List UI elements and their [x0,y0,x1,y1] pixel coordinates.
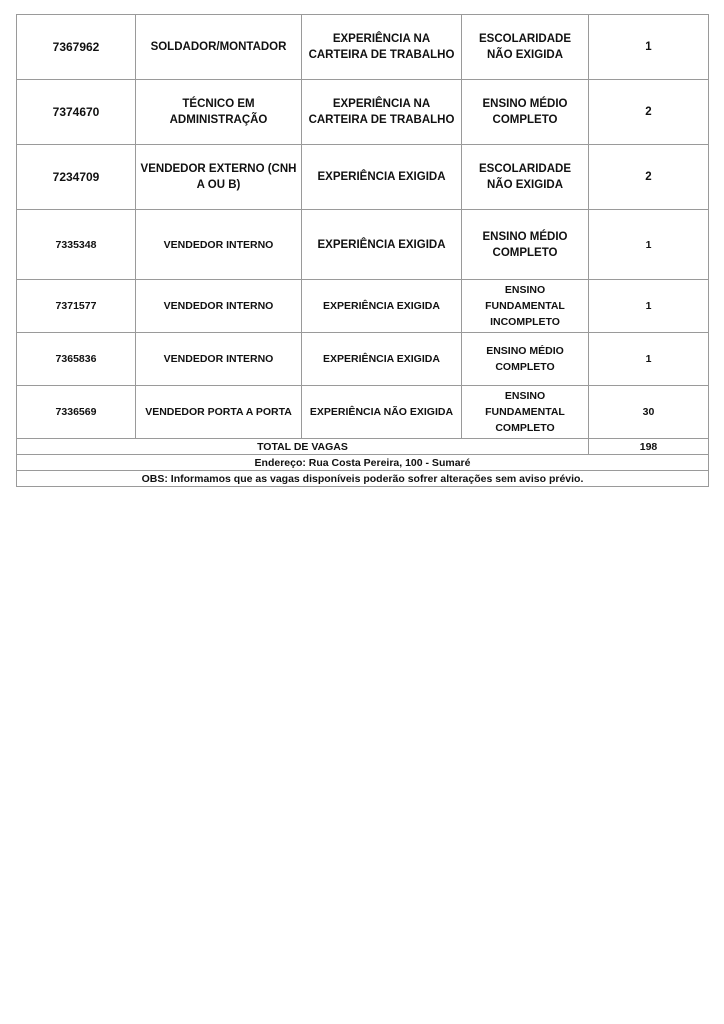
job-experience: EXPERIÊNCIA NA CARTEIRA DE TRABALHO [302,80,462,145]
job-listing-sheet [16,14,708,487]
job-education: ENSINO MÉDIO COMPLETO [462,210,589,280]
job-education: ENSINO FUNDAMENTAL COMPLETO [462,386,589,439]
job-experience: EXPERIÊNCIA EXIGIDA [302,280,462,333]
address-row [17,455,709,471]
table-row [17,145,709,210]
job-experience: EXPERIÊNCIA EXIGIDA [302,210,462,280]
table-row [17,386,709,439]
job-vacancies: 2 [589,80,709,145]
job-education: ENSINO FUNDAMENTAL INCOMPLETO [462,280,589,333]
job-vacancies: 2 [589,145,709,210]
job-code: 7367962 [17,15,136,80]
job-code: 7365836 [17,333,136,386]
job-vacancies: 30 [589,386,709,439]
job-title: SOLDADOR/MONTADOR [136,15,302,80]
disclaimer-note: OBS: Informamos que as vagas disponíveis poderão sofrer alterações sem aviso prévio. [17,471,709,487]
job-code: 7374670 [17,80,136,145]
job-title: VENDEDOR PORTA A PORTA [136,386,302,439]
job-code: 7371577 [17,280,136,333]
job-title: VENDEDOR EXTERNO (CNH A OU B) [136,145,302,210]
job-code: 7234709 [17,145,136,210]
job-title: TÉCNICO EM ADMINISTRAÇÃO [136,80,302,145]
job-vacancy-table [16,14,709,487]
job-vacancies: 1 [589,280,709,333]
job-title: VENDEDOR INTERNO [136,280,302,333]
total-label: TOTAL DE VAGAS [17,439,589,455]
table-row [17,80,709,145]
total-value: 198 [589,439,709,455]
job-education: ESCOLARIDADE NÃO EXIGIDA [462,15,589,80]
note-row [17,471,709,487]
table-row [17,333,709,386]
table-row [17,210,709,280]
job-education: ENSINO MÉDIO COMPLETO [462,333,589,386]
job-vacancies: 1 [589,333,709,386]
job-code: 7336569 [17,386,136,439]
job-experience: EXPERIÊNCIA NÃO EXIGIDA [302,386,462,439]
job-title: VENDEDOR INTERNO [136,333,302,386]
job-title: VENDEDOR INTERNO [136,210,302,280]
job-experience: EXPERIÊNCIA EXIGIDA [302,145,462,210]
address-text: Endereço: Rua Costa Pereira, 100 - Sumaré [17,455,709,471]
totals-row [17,439,709,455]
job-experience: EXPERIÊNCIA NA CARTEIRA DE TRABALHO [302,15,462,80]
job-education: ENSINO MÉDIO COMPLETO [462,80,589,145]
table-row [17,15,709,80]
job-education: ESCOLARIDADE NÃO EXIGIDA [462,145,589,210]
job-vacancies: 1 [589,210,709,280]
job-code: 7335348 [17,210,136,280]
job-experience: EXPERIÊNCIA EXIGIDA [302,333,462,386]
job-vacancies: 1 [589,15,709,80]
table-row [17,280,709,333]
